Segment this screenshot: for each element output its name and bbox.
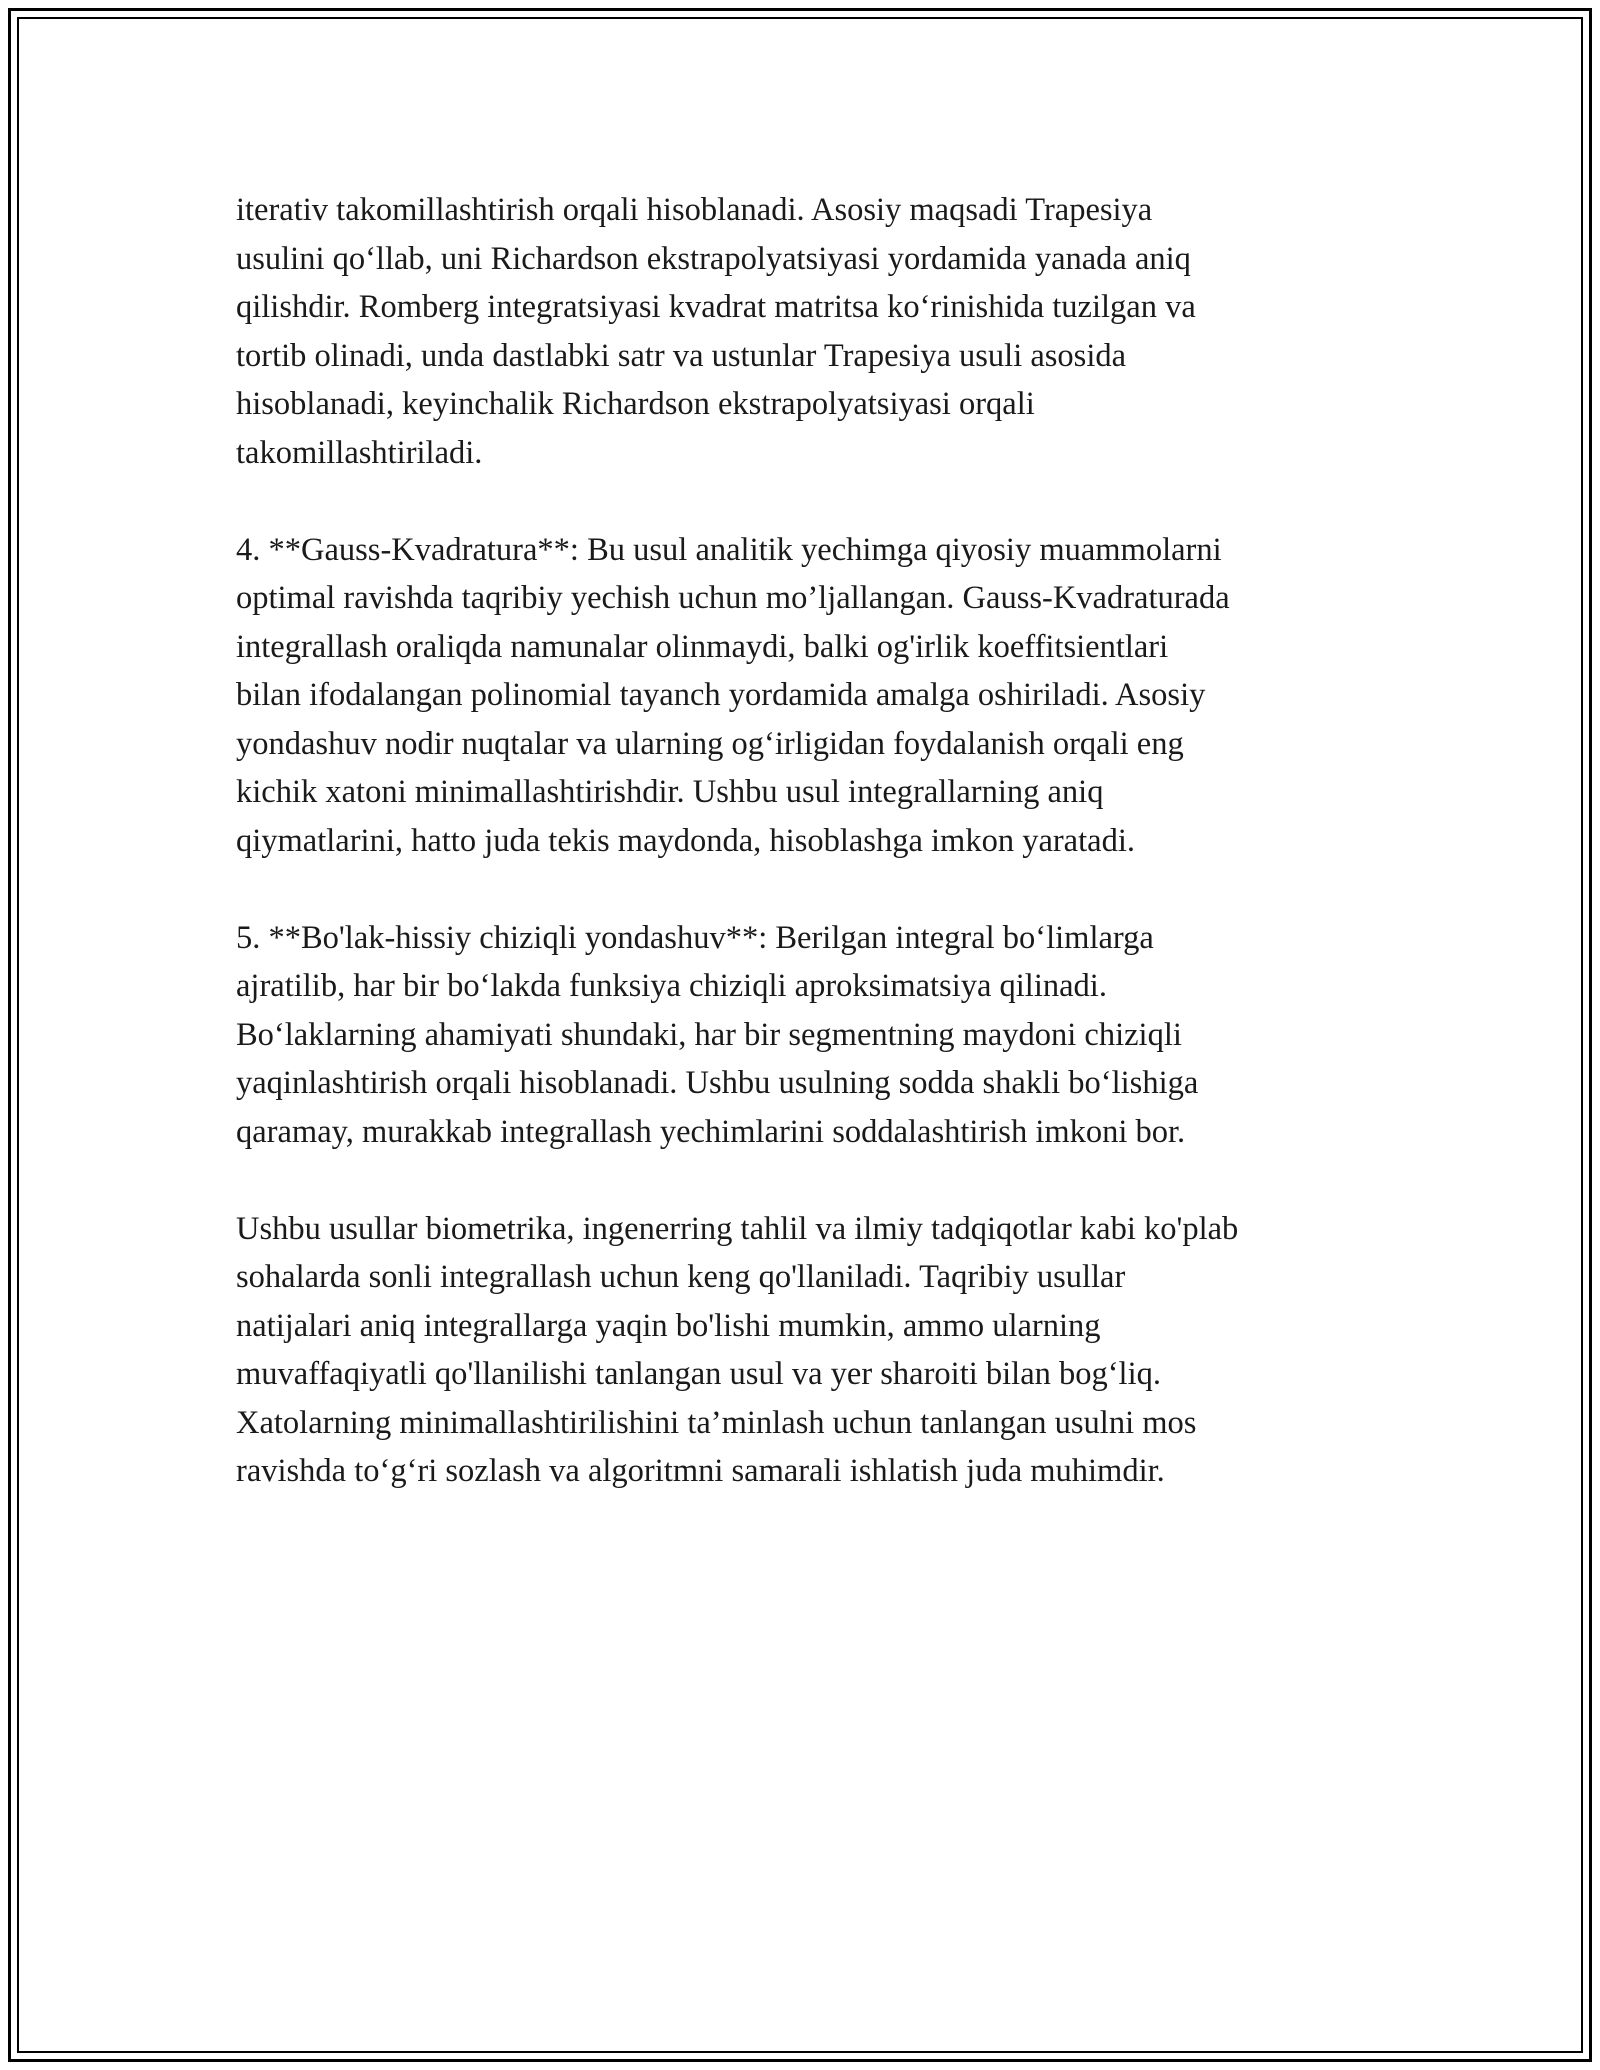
- text-line: iterativ takomillashtirish orqali hisoblanadi. Asosiy maqsadi Trapesiya: [236, 192, 1153, 228]
- text-line: ravishda to‘g‘ri sozlash va algoritmni samarali ishlatish juda muhimdir.: [236, 1453, 1165, 1489]
- document-body: [236, 186, 1376, 1544]
- text-line: muvaffaqiyatli qo'llanilishi tanlangan usul va yer sharoiti bilan bog‘liq.: [236, 1356, 1161, 1392]
- text-line: Xatolarning minimallashtirilishini ta’minlash uchun tanlangan usulni mos: [236, 1404, 1197, 1441]
- text-line: 5. **Bo'lak-hissiy chiziqli yondashuv**: Berilgan integral bo‘limlarga: [236, 919, 1154, 956]
- text-line: qaramay, murakkab integrallash yechimlarini soddalashtirish imkoni bor.: [236, 1113, 1186, 1150]
- text-line: yondashuv nodir nuqtalar va ularning og‘irligidan foydalanish orqali eng: [236, 725, 1184, 762]
- text-line: ajratilib, har bir bo‘lakda funksiya chiziqli aproksimatsiya qilinadi.: [236, 968, 1107, 1004]
- text-line: hisoblanadi, keyinchalik Richardson ekstrapolyatsiyasi orqali: [236, 386, 1035, 422]
- text-line: Bo‘laklarning ahamiyati shundaki, har bir segmentning maydoni chiziqli: [236, 1016, 1182, 1053]
- text-line: yaqinlashtirish orqali hisoblanadi. Ushbu usulning sodda shakli bo‘lishiga: [236, 1065, 1199, 1101]
- text-line: usulini qo‘llab, uni Richardson ekstrapolyatsiyasi yordamida yanada aniq: [236, 240, 1191, 277]
- text-line: natijalari aniq integrallarga yaqin bo'lishi mumkin, ammo ularning: [236, 1307, 1101, 1344]
- text-line: takomillashtiriladi.: [236, 434, 483, 471]
- paragraph-romberg: [236, 186, 1376, 477]
- paragraph-gauss-kvadratura: [236, 526, 1376, 866]
- text-line: qilishdir. Romberg integratsiyasi kvadrat matritsa ko‘rinishida tuzilgan va: [236, 289, 1196, 325]
- paragraph-bolak-hissiy: [236, 914, 1376, 1157]
- text-line: tortib olinadi, unda dastlabki satr va ustunlar Trapesiya usuli asosida: [236, 337, 1127, 374]
- paragraph-conclusion: [236, 1205, 1376, 1496]
- text-line: Ushbu usullar biometrika, ingenerring tahlil va ilmiy tadqiqotlar kabi ko'plab: [236, 1210, 1239, 1247]
- text-line: kichik xatoni minimallashtirishdir. Ushbu usul integrallarning aniq: [236, 774, 1104, 810]
- text-line: 4. **Gauss-Kvadratura**: Bu usul analitik yechimga qiyosiy muammolarni: [236, 531, 1222, 568]
- text-line: optimal ravishda taqribiy yechish uchun mo’ljallangan. Gauss-Kvadraturada: [236, 580, 1230, 616]
- text-line: bilan ifodalangan polinomial tayanch yordamida amalga oshiriladi. Asosiy: [236, 677, 1206, 713]
- text-line: sohalarda sonli integrallash uchun keng qo'llaniladi. Taqribiy usullar: [236, 1259, 1126, 1295]
- text-line: qiymatlarini, hatto juda tekis maydonda, hisoblashga imkon yaratadi.: [236, 822, 1135, 859]
- text-line: integrallash oraliqda namunalar olinmaydi, balki og'irlik koeffitsientlari: [236, 628, 1169, 665]
